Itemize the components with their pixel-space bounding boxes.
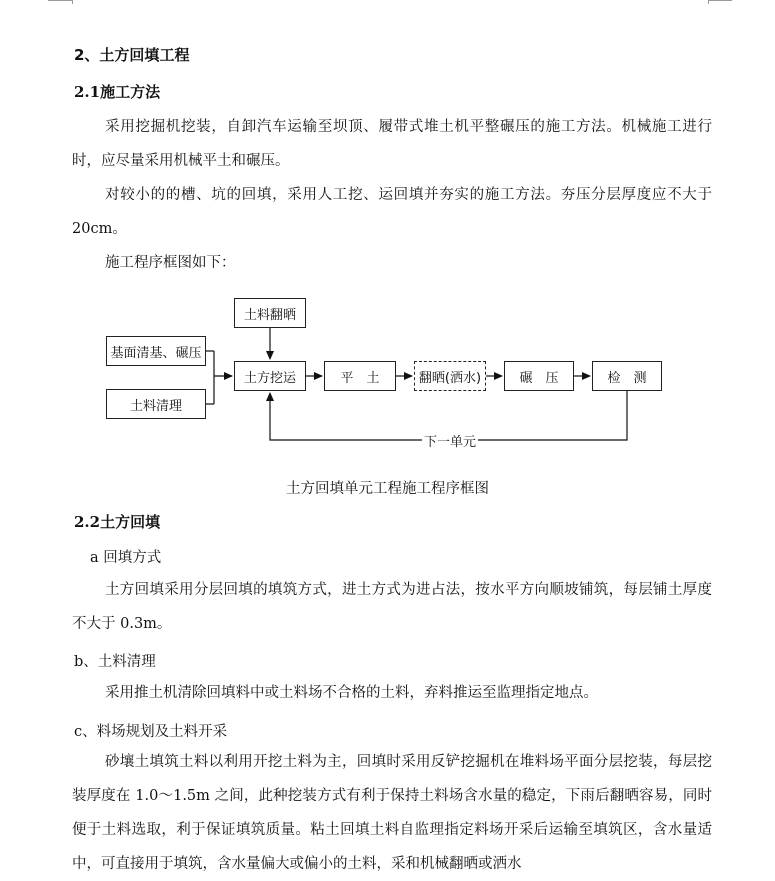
item-a-title: a 回填方式 <box>90 550 162 566</box>
section-title: 2、土方回填工程 <box>74 46 190 64</box>
node-topsoil-sun: 土料翻晒 <box>234 298 306 328</box>
item-b-title: b、土料清理 <box>74 654 156 670</box>
loop-label: 下一单元 <box>422 431 478 450</box>
page-corner-mark-right-v <box>708 0 709 4</box>
node-dig: 土方挖运 <box>234 361 306 391</box>
item-c-title: c、料场规划及土料开采 <box>74 724 228 740</box>
flow-diagram <box>0 290 775 450</box>
node-inspect: 检 测 <box>592 361 662 391</box>
subsection-title-2-1: 2.1施工方法 <box>74 83 161 101</box>
node-level: 平 土 <box>324 361 396 391</box>
page-corner-mark-left <box>48 0 72 1</box>
page-corner-mark-right <box>708 0 732 1</box>
paragraph-b: 采用推土机清除回填料中或土料场不合格的土料，弃料推运至监理指定地点。 <box>105 685 598 701</box>
node-base-clean: 基面清基、碾压 <box>106 336 206 366</box>
paragraph-a: 土方回填采用分层回填的填筑方式，进土方式为进占法，按水平方向顺坡铺筑，每层铺土厚度不大于 0.3m。 <box>72 582 712 632</box>
paragraph-c: 砂壤土填筑土料以利用开挖土料为主，回填时采用反铲挖掘机在堆料场平面分层挖装，每层挖装厚度在 1.0～1.5m 之间，此种挖装方式有利于保持土料场含水量的稳定，下雨后翻晒容易，同时便于土料选取，利于保证填筑质量。粘土回填土料自监理指定料场开采后运输至填筑区，含水量适中，可直接用于填筑，含水量偏大或偏小的土料，采和机械翻晒或洒水 <box>72 754 712 872</box>
diagram-caption: 土方回填单元工程施工程序框图 <box>286 481 489 497</box>
node-roll: 碾 压 <box>504 361 574 391</box>
page-corner-mark-left-v <box>72 0 73 4</box>
subsection-title-2-2: 2.2土方回填 <box>74 513 161 531</box>
paragraph-method-2: 对较小的的槽、坑的回填，采用人工挖、运回填并夯实的施工方法。夯压分层厚度应不大于 20cm。 <box>72 187 712 237</box>
node-soil-clean: 土料清理 <box>106 389 206 419</box>
paragraph-diagram-intro: 施工程序框图如下： <box>105 255 236 271</box>
paragraph-method-1: 采用挖掘机挖装，自卸汽车运输至坝顶、履带式堆土机平整碾压的施工方法。机械施工进行时，应尽量采用机械平土和碾压。 <box>72 119 712 169</box>
node-sprinkle: 翻晒(洒水) <box>414 361 486 391</box>
